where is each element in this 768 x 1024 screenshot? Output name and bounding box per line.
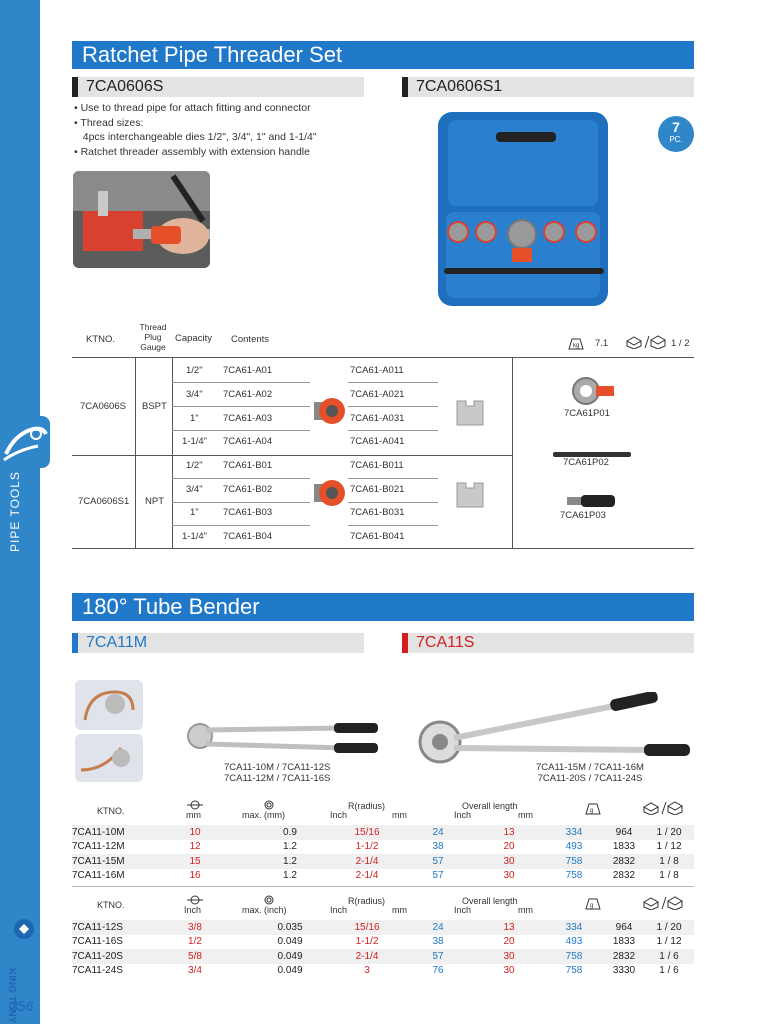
cell-l-in: 13 [474, 920, 544, 935]
header-gauge-line: Thread [139, 322, 167, 332]
row-head: 7CA61-B011 [350, 460, 404, 471]
group-gauge: NPT [145, 496, 164, 507]
row-die: 7CA61-A01 [223, 365, 273, 376]
cell-pack: 1 / 12 [656, 841, 682, 853]
cell-ktno: 7CA11-15M [72, 854, 142, 869]
cell-r-mm: 24 [402, 825, 474, 840]
cell-l-mm: 758 [544, 854, 604, 869]
piece-count-badge [658, 116, 694, 152]
header-ktno: KTNO. [86, 334, 116, 345]
row-die: 7CA61-B02 [223, 484, 273, 495]
cell-l-mm: 493 [565, 936, 583, 948]
cell-l-in: 30 [474, 949, 544, 964]
row-size: 3/4" [186, 389, 203, 400]
cell-l-in: 30 [503, 870, 515, 882]
bender-imperial-table [72, 920, 694, 978]
row-size: 1-1/4" [182, 436, 208, 447]
accessory-label: 7CA61P01 [564, 408, 610, 419]
weight-icon [584, 896, 602, 912]
feature-item: 4pcs interchangeable dies 1/2", 3/4", 1" and 1-1/4" [74, 131, 317, 143]
header-od: Inch [184, 905, 202, 915]
cell-r-in: 2-1/4 [355, 870, 379, 882]
table-row [72, 840, 694, 855]
pack-box-icon [625, 335, 667, 352]
row-rule [222, 525, 310, 526]
brand-logo-icon [13, 918, 35, 940]
row-head: 7CA61-A021 [350, 389, 405, 400]
row-rule [172, 502, 222, 503]
cell-od: 15 [142, 854, 248, 869]
brand-name: KING TONY [6, 968, 17, 1024]
cell-pack: 1 / 12 [656, 936, 682, 948]
cell-r-in: 3 [364, 965, 370, 977]
header-wall: max. (inch) [242, 905, 287, 915]
row-rule [348, 430, 438, 431]
category-label: PIPE TOOLS [8, 471, 22, 552]
row-size: 3/4" [186, 484, 203, 495]
header-contents: Contents [231, 334, 270, 345]
cell-l-in: 30 [503, 965, 515, 977]
cell-od: 16 [189, 870, 201, 882]
cell-weight: 2832 [604, 854, 644, 869]
cell-wall: 0.9 [248, 825, 332, 840]
feature-item: • Ratchet threader assembly with extension handle [74, 145, 310, 158]
cell-r-mm: 38 [432, 841, 444, 853]
table-divider [72, 886, 694, 887]
die-head-image [312, 478, 348, 511]
table-row [72, 920, 694, 935]
header-od: mm [186, 810, 201, 820]
table-top-rule [72, 357, 694, 358]
handle-grip-image [567, 495, 615, 510]
table-row [72, 854, 694, 869]
cell-weight: 1833 [612, 936, 636, 948]
cell-r-in: 2-1/4 [332, 949, 402, 964]
cell-l-in: 30 [474, 854, 544, 869]
cell-r-in: 2-1/4 [332, 854, 402, 869]
table-row [72, 825, 694, 840]
cell-weight: 2832 [612, 870, 636, 882]
cell-r-mm: 24 [402, 920, 474, 935]
header-radius: R(radius) [348, 896, 386, 906]
header-radius-mm: mm [392, 905, 407, 915]
die-insert-image [456, 482, 484, 511]
header-overall-inch: Inch [454, 905, 472, 915]
row-rule [222, 502, 310, 503]
cell-od: 12 [189, 841, 201, 853]
cell-od: 1/2 [188, 936, 202, 948]
cell-wall: 1.2 [248, 854, 332, 869]
cell-ktno: 7CA11-12S [72, 920, 142, 935]
cell-r-in: 15/16 [332, 825, 402, 840]
table-bottom-rule [72, 548, 694, 549]
cell-ktno: 7CA11-10M [72, 825, 142, 840]
accessory-label: 7CA61P02 [563, 457, 609, 468]
bender-s-image [414, 692, 692, 767]
cell-weight: 964 [604, 825, 644, 840]
ratchet-handle-image [570, 376, 616, 409]
cell-od: 5/8 [142, 949, 248, 964]
cell-l-mm: 493 [565, 841, 583, 853]
cell-wall: 0.035 [248, 920, 332, 935]
cell-wall: 0.049 [277, 936, 303, 948]
cell-l-mm: 334 [544, 825, 604, 840]
cell-l-mm: 334 [544, 920, 604, 935]
model-header-right: 7CA11S [402, 633, 694, 653]
table-row [72, 935, 694, 950]
cell-wall: 1.2 [283, 870, 297, 882]
bender-m-caption [224, 762, 330, 784]
feature-item: • Thread sizes: [74, 116, 144, 129]
row-rule [172, 478, 222, 479]
bender-m-image [184, 708, 380, 765]
page-number: 356 [10, 998, 34, 1014]
model-header-left: 7CA11M [72, 633, 364, 653]
header-overall: Overall length [462, 896, 518, 906]
header-overall-mm: mm [518, 810, 533, 820]
cell-r-in: 15/16 [332, 920, 402, 935]
cell-r-mm: 76 [432, 965, 444, 977]
cell-weight: 1833 [612, 841, 636, 853]
weight-kg-icon [566, 336, 586, 353]
svg-text:g: g [590, 808, 594, 814]
row-rule [348, 502, 438, 503]
row-head: 7CA61-B021 [350, 484, 405, 495]
row-rule [222, 382, 310, 383]
row-rule [348, 525, 438, 526]
cell-pack: 1 / 20 [644, 825, 694, 840]
cell-r-mm: 57 [402, 949, 474, 964]
row-die: 7CA61-B04 [223, 531, 273, 542]
row-size: 1" [190, 413, 199, 424]
section-title-threader: Ratchet Pipe Threader Set [72, 41, 694, 69]
row-die: 7CA61-B03 [223, 507, 273, 518]
header-gauge-line: Gauge [140, 342, 166, 352]
table-row [72, 949, 694, 964]
cell-od: 3/4 [188, 965, 202, 977]
cell-r-mm: 38 [432, 936, 444, 948]
pack-box-icon [642, 896, 684, 912]
piece-count: 7 [672, 119, 680, 135]
group-ktno: 7CA0606S [80, 401, 126, 412]
row-head: 7CA61-A041 [350, 436, 405, 447]
row-rule [172, 406, 222, 407]
cell-l-in: 20 [503, 936, 515, 948]
section-title-bender: 180° Tube Bender [72, 593, 694, 621]
cell-ktno: 7CA11-20S [72, 949, 142, 964]
row-die: 7CA61-A02 [223, 389, 273, 400]
cell-wall: 1.2 [283, 841, 297, 853]
row-head: 7CA61-A031 [350, 413, 405, 424]
col-divider [135, 357, 136, 548]
col-divider [172, 357, 173, 548]
header-wall: max. (mm) [242, 810, 285, 820]
row-size: 1" [190, 507, 199, 518]
row-rule [222, 478, 310, 479]
bender-s-caption [536, 762, 644, 784]
row-rule [222, 406, 310, 407]
cell-pack: 1 / 20 [644, 920, 694, 935]
cell-ktno: 7CA11-16S [72, 936, 123, 948]
header-gauge [136, 322, 170, 352]
col-divider [512, 357, 513, 548]
svg-text:g: g [590, 903, 594, 909]
cell-l-in: 13 [474, 825, 544, 840]
cell-pack: 1 / 6 [644, 949, 694, 964]
cell-pack: 1 / 8 [644, 854, 694, 869]
model-header-right: 7CA0606S1 [402, 77, 694, 97]
svg-text:kg: kg [573, 343, 580, 349]
usage-photo [73, 171, 210, 268]
feature-list [74, 101, 317, 159]
cell-l-mm: 758 [565, 870, 583, 882]
row-head: 7CA61-B041 [350, 531, 405, 542]
row-size: 1/2" [186, 365, 203, 376]
cell-r-in: 1-1/2 [355, 936, 379, 948]
row-die: 7CA61-B01 [223, 460, 273, 471]
row-size: 1/2" [186, 460, 203, 471]
pack-box-icon [642, 801, 684, 817]
cell-ktno: 7CA11-16M [72, 870, 125, 882]
header-pack: 1 / 2 [671, 338, 690, 349]
cell-r-in: 1-1/2 [355, 841, 379, 853]
cell-r-mm: 57 [432, 870, 444, 882]
group-divider [72, 455, 512, 456]
row-rule [172, 525, 222, 526]
row-size: 1-1/4" [182, 531, 208, 542]
cell-od: 3/8 [142, 920, 248, 935]
weight-icon [584, 801, 602, 817]
die-head-image [312, 396, 348, 429]
row-rule [348, 406, 438, 407]
cell-ktno: 7CA11-12M [72, 841, 125, 853]
row-die: 7CA61-A04 [223, 436, 273, 447]
header-weight: 7.1 [595, 338, 609, 349]
die-insert-image [456, 400, 484, 429]
accessory-label: 7CA61P03 [560, 510, 606, 521]
caption-line: 7CA11-15M / 7CA11-16M [536, 762, 644, 773]
cell-wall: 0.049 [277, 965, 303, 977]
cell-l-mm: 758 [565, 965, 583, 977]
header-ktno: KTNO. [97, 900, 125, 910]
cell-pack: 1 / 8 [659, 870, 679, 882]
caption-line: 7CA11-10M / 7CA11-12S [224, 762, 331, 773]
cell-weight: 964 [604, 920, 644, 935]
bend-demo-photo [75, 734, 143, 782]
header-radius: R(radius) [348, 801, 386, 811]
threader-case-image [436, 110, 610, 308]
header-radius-inch: Inch [330, 905, 348, 915]
row-head: 7CA61-A011 [350, 365, 404, 376]
header-capacity: Capacity [175, 333, 212, 344]
bender-metric-table [72, 825, 694, 883]
header-overall-mm: mm [518, 905, 533, 915]
header-ktno: KTNO. [97, 806, 125, 816]
row-rule [348, 478, 438, 479]
cell-weight: 3330 [612, 965, 636, 977]
header-radius-inch: Inch [330, 810, 348, 820]
header-radius-mm: mm [392, 810, 407, 820]
row-rule [172, 430, 222, 431]
header-overall-inch: Inch [454, 810, 472, 820]
row-head: 7CA61-B031 [350, 507, 405, 518]
cell-od: 10 [142, 825, 248, 840]
pipe-tools-icon [0, 416, 50, 468]
bend-demo-photo [75, 680, 143, 730]
feature-item: • Use to thread pipe for attach fitting and connector [74, 102, 311, 114]
table-row [72, 869, 694, 884]
row-rule [172, 382, 222, 383]
caption-line: 7CA11-20S / 7CA11-24S [537, 773, 643, 784]
header-gauge-line: Plug [144, 332, 162, 342]
piece-unit: PC. [669, 135, 683, 144]
row-rule [222, 430, 310, 431]
header-overall: Overall length [462, 801, 518, 811]
cell-l-in: 20 [503, 841, 515, 853]
caption-line: 7CA11-12M / 7CA11-16S [224, 773, 331, 784]
model-header-left: 7CA0606S [72, 77, 364, 97]
cell-ktno: 7CA11-24S [72, 965, 123, 977]
group-ktno: 7CA0606S1 [78, 496, 130, 507]
cell-l-mm: 758 [544, 949, 604, 964]
cell-r-mm: 57 [402, 854, 474, 869]
cell-pack: 1 / 6 [659, 965, 679, 977]
row-die: 7CA61-A03 [223, 413, 273, 424]
cell-weight: 2832 [604, 949, 644, 964]
table-row [72, 964, 694, 979]
row-rule [348, 382, 438, 383]
group-gauge: BSPT [142, 401, 167, 412]
cell-wall: 0.049 [248, 949, 332, 964]
